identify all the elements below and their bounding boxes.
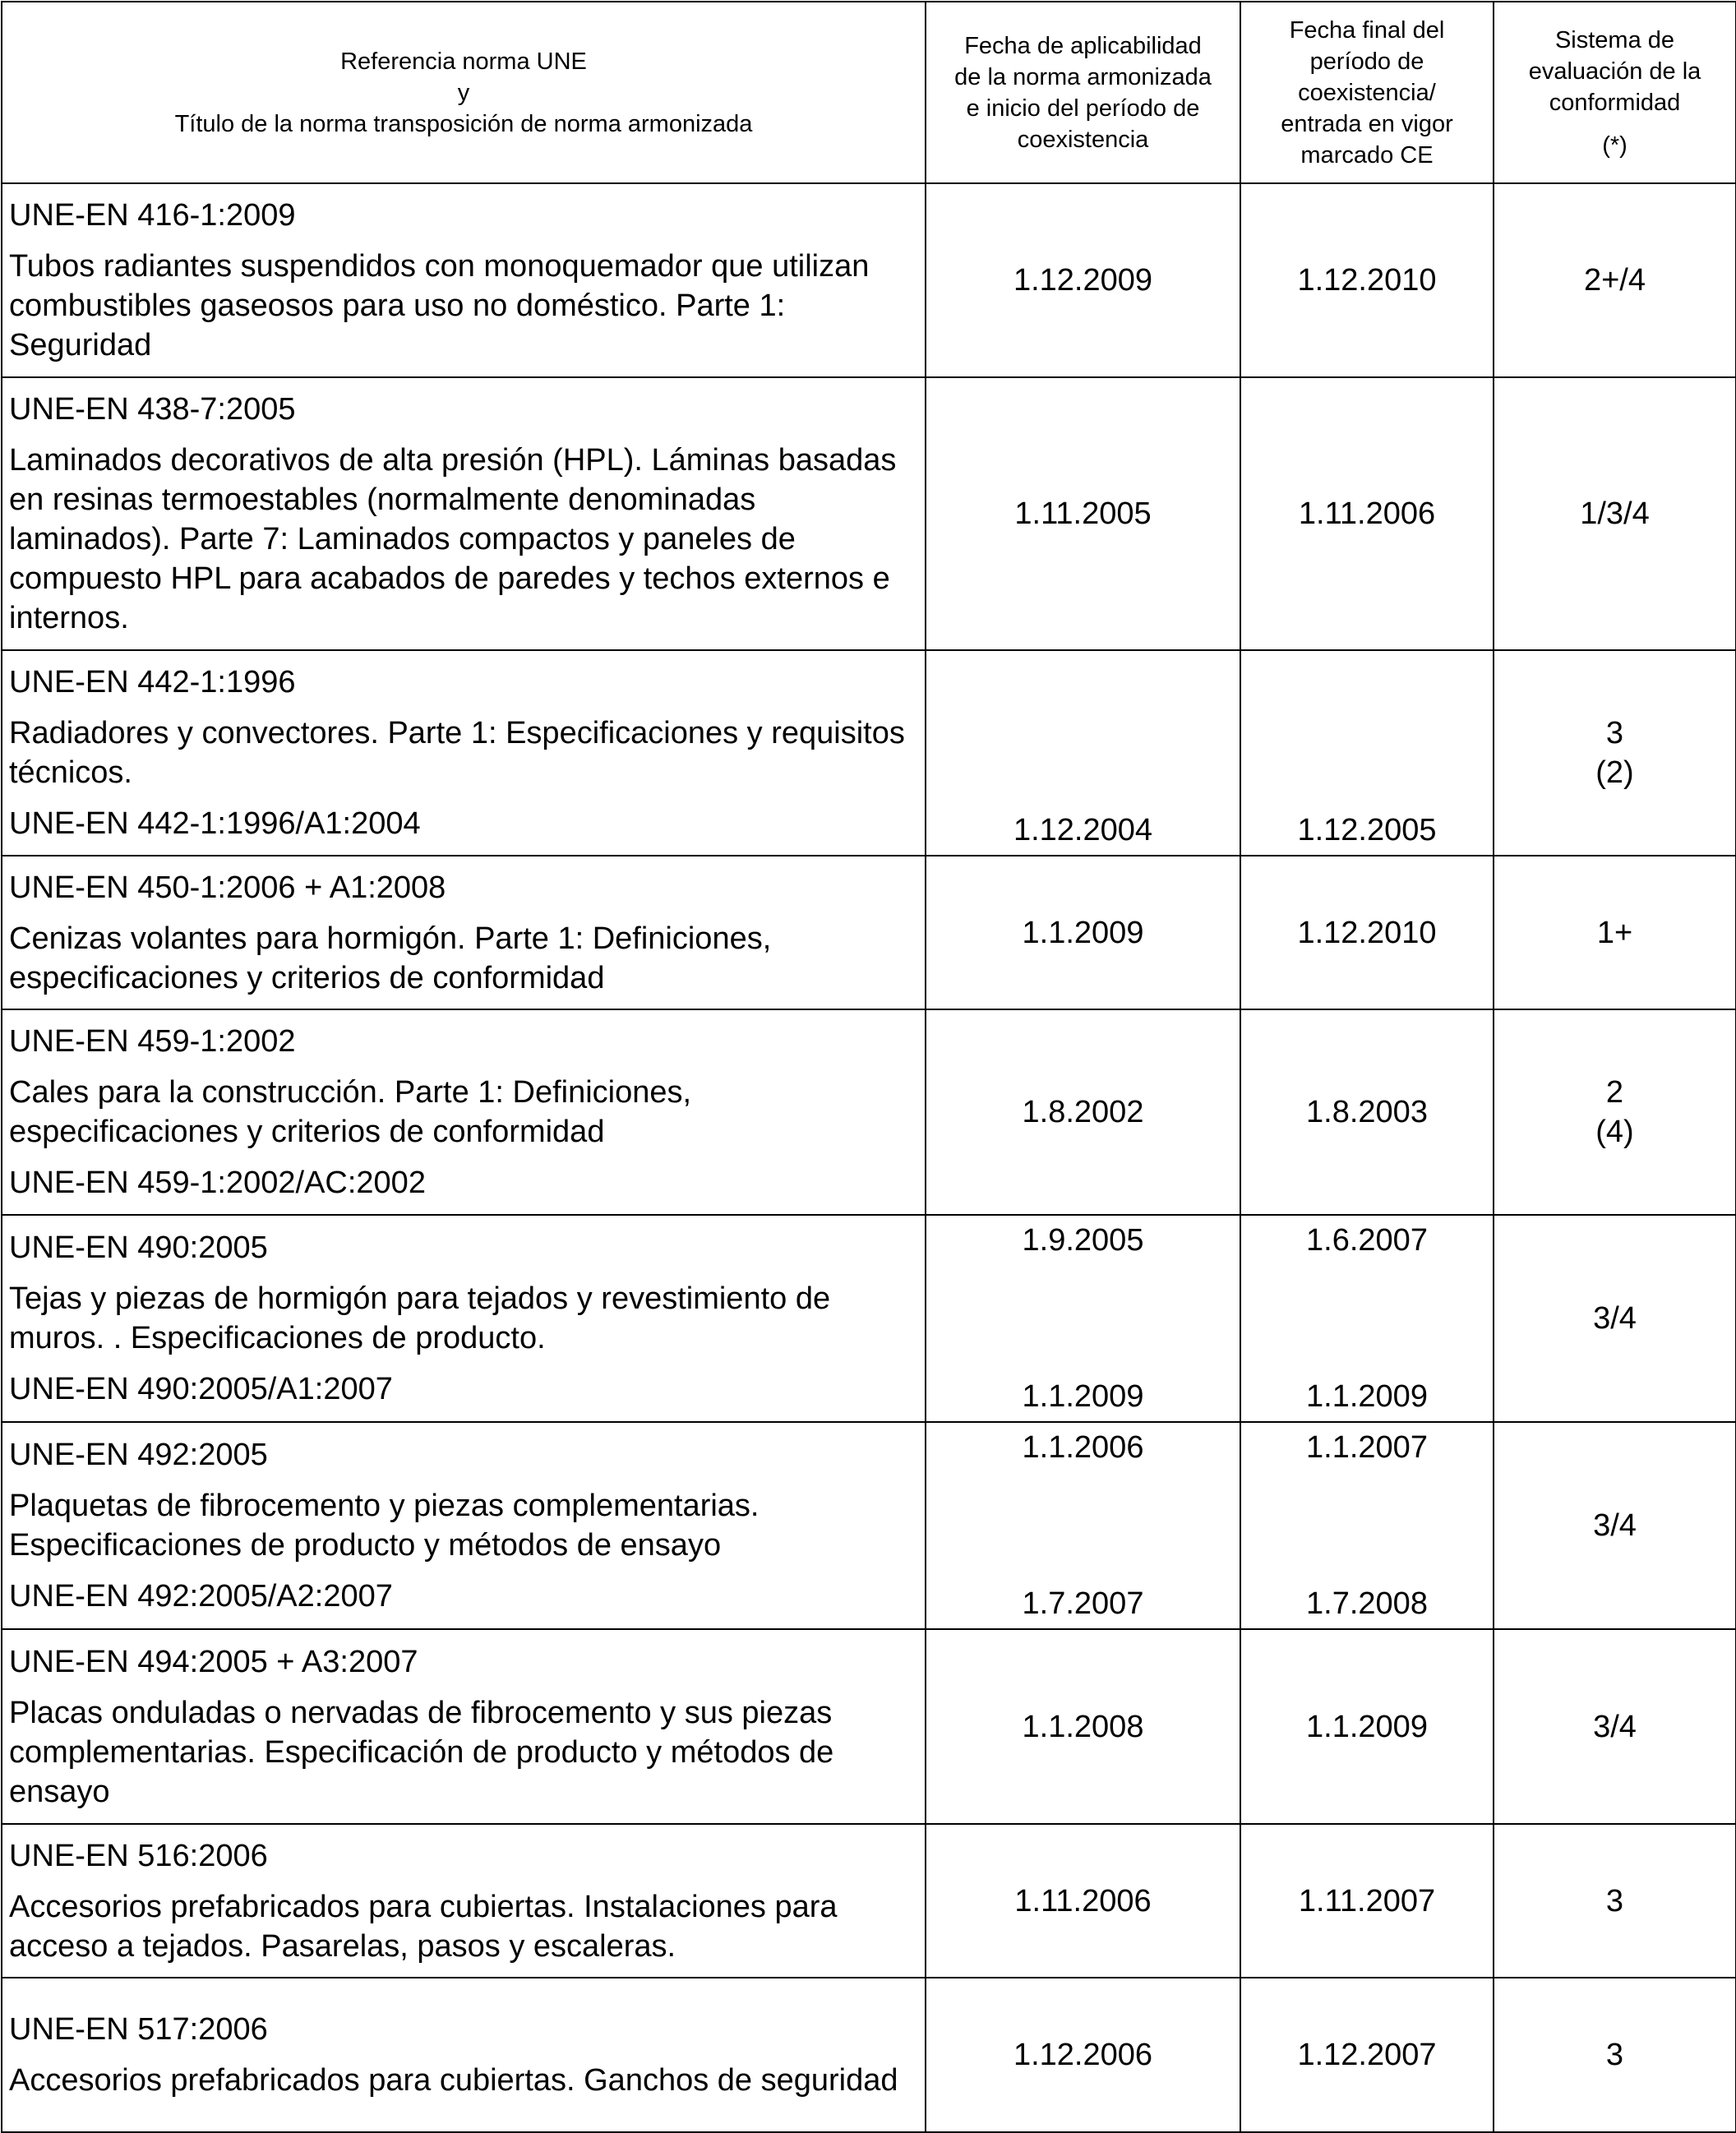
header-text: e inicio del período de [966,95,1200,122]
standard-cell [2,1824,926,1978]
table-row [2,1215,1736,1422]
applicability-date: 1.1.2008 [926,1629,1240,1824]
header-text: Referencia norma UNE [340,48,587,75]
applicability-date: 1.8.2002 [926,1009,1240,1215]
end-coexistence-date: 1.1.2009 [1240,1629,1494,1824]
table-row [2,183,1736,377]
standard-cell [2,1009,926,1215]
conformity-system: 3 [1605,716,1624,750]
amendment-end-coexistence-date: 1.1.2009 [1306,1379,1428,1414]
conformity-system-cell [1494,650,1736,856]
amendment-applicability-date: 1.1.2009 [1022,1379,1144,1414]
end-coexistence-date: 1.12.2007 [1240,1978,1494,2132]
end-coexistence-date: 1.11.2007 [1240,1824,1494,1978]
standard-reference: UNE-EN 494:2005 + A3:2007 [9,1644,418,1679]
header-applicability-date [926,2,1240,183]
standard-reference: UNE-EN 438-7:2005 [9,392,296,427]
end-coexistence-date-cell [1240,650,1494,856]
date-stack [1241,1423,1493,1628]
standard-title: Tubos radiantes suspendidos con monoquemador que utilizan combustibles gaseosos para uso no doméstico. Parte 1: Seguridad [9,249,870,362]
end-coexistence-date: 1.8.2003 [1240,1009,1494,1215]
end-coexistence-date: 1.6.2007 [1306,1223,1428,1258]
conformity-system: 2 [1605,1075,1624,1110]
applicability-date: 1.11.2006 [926,1824,1240,1978]
date-stack [926,1216,1240,1421]
amendment-applicability-date: 1.7.2007 [1022,1586,1144,1621]
conformity-system-note: (2) [1595,755,1634,790]
applicability-date: 1.9.2005 [1022,1223,1144,1258]
standard-cell [2,1422,926,1629]
conformity-system: 3 [1494,1824,1736,1978]
amendment-applicability-date: 1.12.2004 [1013,813,1153,847]
conformity-system: 3 [1494,1978,1736,2132]
date-stack [1241,1216,1493,1421]
applicability-date: 1.1.2006 [1022,1430,1144,1465]
header-spacer [1501,118,1729,130]
amendment-end-coexistence-date: 1.12.2005 [1297,813,1437,847]
standard-title: Cenizas volantes para hormigón. Parte 1: Definiciones, especificaciones y criterios de conformidad [9,921,772,995]
table-row [2,1824,1736,1978]
standard-cell [2,1629,926,1824]
end-coexistence-date: 1.1.2007 [1306,1430,1428,1465]
standard-cell [2,650,926,856]
conformity-system-note: (4) [1595,1115,1634,1149]
end-coexistence-date: 1.11.2006 [1240,377,1494,650]
applicability-date: 1.12.2006 [926,1978,1240,2132]
header-text: (*) [1602,132,1628,159]
standard-reference: UNE-EN 459-1:2002 [9,1024,296,1059]
table-row [2,1009,1736,1215]
standards-table [1,1,1736,2133]
standard-title: Cales para la construcción. Parte 1: Definiciones, especificaciones y criterios de conformidad [9,1075,692,1149]
end-coexistence-date: 1.12.2010 [1240,183,1494,377]
header-text: Fecha final del [1289,16,1445,44]
header-text: marcado CE [1300,141,1434,169]
header-text: coexistencia/ [1298,79,1436,106]
standard-reference: UNE-EN 516:2006 [9,1838,268,1873]
header-text: y [457,79,470,106]
amendment-reference: UNE-EN 492:2005/A2:2007 [9,1579,393,1614]
header-row [2,2,1736,183]
standard-title: Accesorios prefabricados para cubiertas. Instalaciones para acceso a tejados. Pasarelas, pasos y escaleras. [9,1889,838,1964]
standard-title: Plaquetas de fibrocemento y piezas complementarias. Especificaciones de producto y métodos de ensayo [9,1489,760,1563]
standard-reference: UNE-EN 517:2006 [9,2012,268,2047]
header-text: entrada en vigor [1281,110,1453,137]
table-row [2,1422,1736,1629]
standard-reference: UNE-EN 492:2005 [9,1438,268,1472]
table-row [2,1629,1736,1824]
standard-title: Laminados decorativos de alta presión (HPL). Láminas basadas en resinas termoestables (normalmente denominadas laminados). Parte 7: Laminados compactos y paneles de compuesto HPL para acabados de paredes y techos externos e internos. [9,443,897,635]
standard-reference: UNE-EN 450-1:2006 + A1:2008 [9,870,446,905]
header-text: evaluación de la [1528,58,1701,85]
applicability-date: 1.11.2005 [926,377,1240,650]
standard-reference: UNE-EN 490:2005 [9,1230,268,1265]
applicability-date-cell [926,1215,1240,1422]
amendment-reference: UNE-EN 459-1:2002/AC:2002 [9,1166,426,1200]
standard-cell [2,1978,926,2132]
header-text: coexistencia [1017,126,1149,153]
conformity-system: 3/4 [1494,1215,1736,1422]
header-conformity-system [1494,2,1736,183]
applicability-date: 1.12.2009 [926,183,1240,377]
header-text: de la norma armonizada [954,63,1212,90]
conformity-system: 3/4 [1494,1422,1736,1629]
end-coexistence-date: 1.12.2010 [1240,856,1494,1009]
end-coexistence-date-cell [1240,1215,1494,1422]
conformity-system: 2+/4 [1494,183,1736,377]
standard-title: Accesorios prefabricados para cubiertas. Ganchos de seguridad [9,2063,898,2098]
amendment-reference: UNE-EN 490:2005/A1:2007 [9,1372,393,1406]
amendment-reference: UNE-EN 442-1:1996/A1:2004 [9,806,421,841]
header-text: Sistema de [1554,26,1675,53]
end-coexistence-date-cell [1240,1422,1494,1629]
table-row [2,1978,1736,2132]
header-text: período de [1309,48,1424,75]
standard-cell [2,183,926,377]
standard-title: Tejas y piezas de hormigón para tejados y revestimiento de muros. . Especificaciones de producto. [9,1281,831,1355]
standard-cell [2,856,926,1009]
table-row [2,377,1736,650]
standard-title: Placas onduladas o nervadas de fibrocemento y sus piezas complementarias. Especificación de producto y métodos de ensayo [9,1695,834,1809]
standard-title: Radiadores y convectores. Parte 1: Especificaciones y requisitos técnicos. [9,716,905,790]
standard-reference: UNE-EN 416-1:2009 [9,198,296,233]
standard-cell [2,377,926,650]
standard-reference: UNE-EN 442-1:1996 [9,665,296,699]
table-row [2,650,1736,856]
header-end-coexistence-date [1240,2,1494,183]
conformity-system: 3/4 [1494,1629,1736,1824]
applicability-date: 1.1.2009 [926,856,1240,1009]
header-text: conformidad [1549,89,1681,116]
header-text: Fecha de aplicabilidad [964,32,1202,59]
table-row [2,856,1736,1009]
amendment-end-coexistence-date: 1.7.2008 [1306,1586,1428,1621]
header-reference-title [2,2,926,183]
conformity-system-cell [1494,1009,1736,1215]
standard-cell [2,1215,926,1422]
conformity-system: 1+ [1494,856,1736,1009]
applicability-date-cell [926,650,1240,856]
date-stack [926,1423,1240,1628]
applicability-date-cell [926,1422,1240,1629]
header-text: Título de la norma transposición de norma armonizada [174,110,753,137]
conformity-system: 1/3/4 [1494,377,1736,650]
